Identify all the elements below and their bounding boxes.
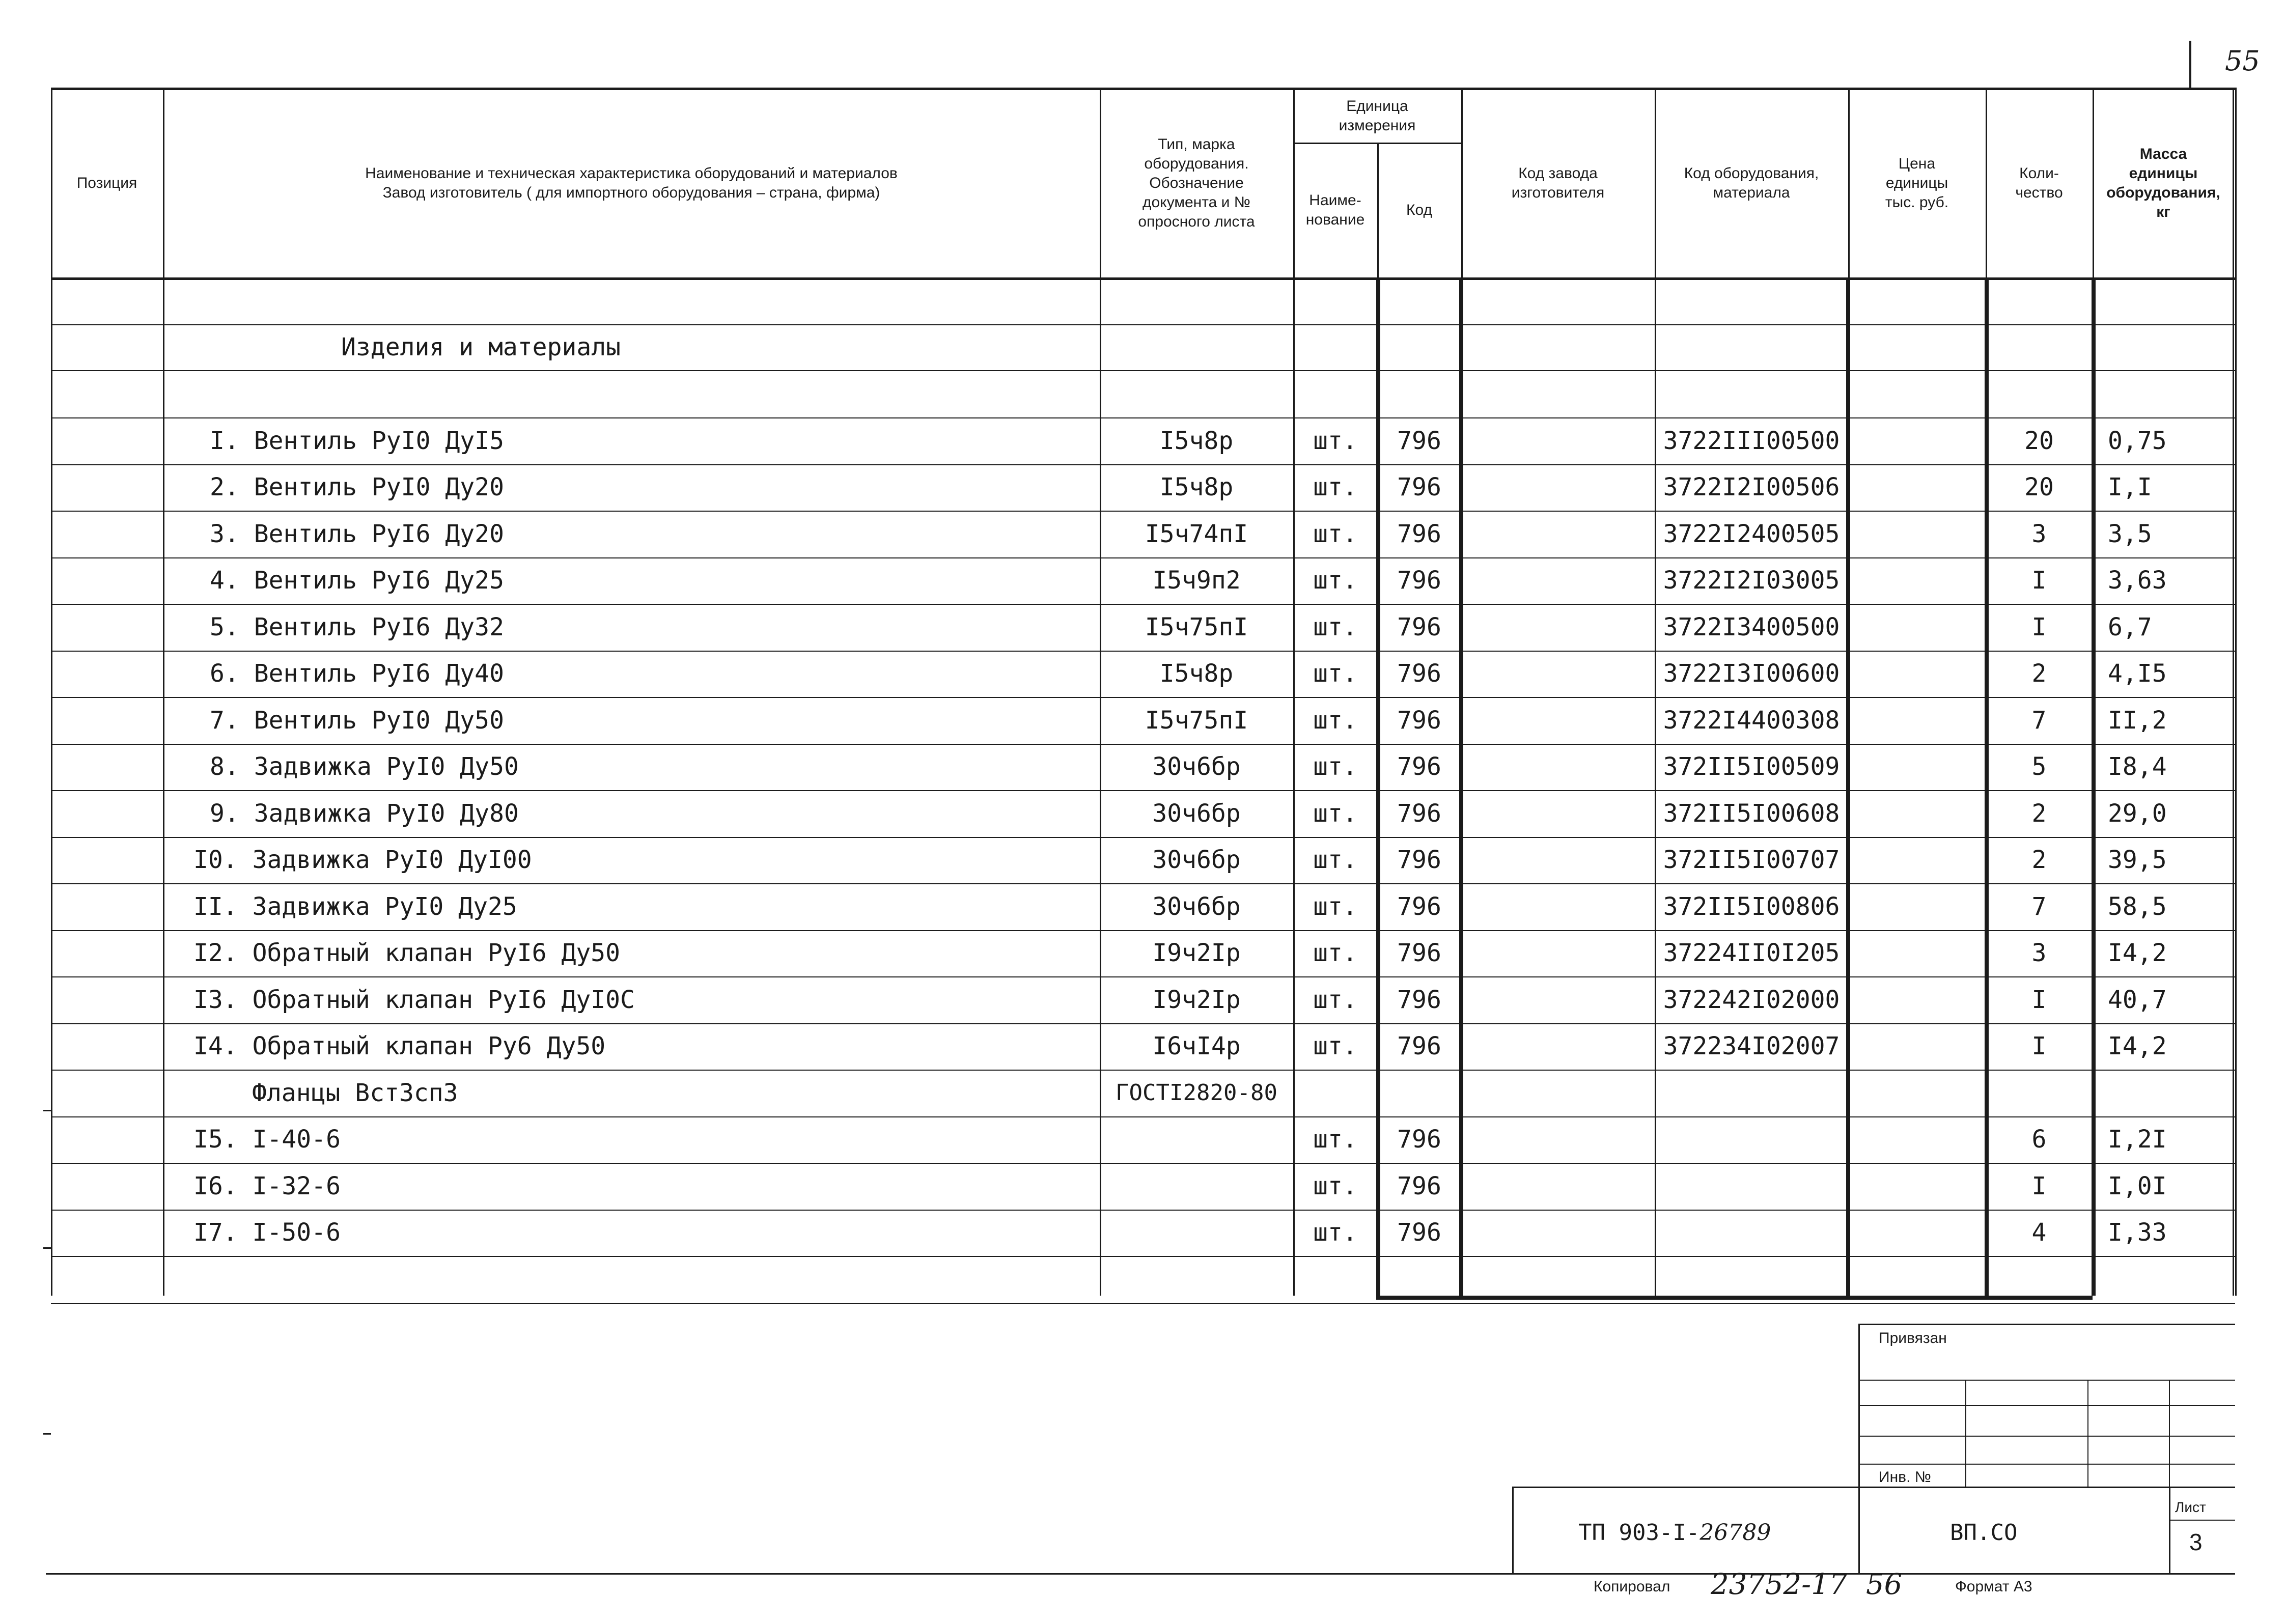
- grid-line: [2169, 1520, 2235, 1521]
- item-quantity: 3: [2031, 939, 2047, 968]
- item-unit: шт.: [1313, 659, 1357, 688]
- header-quantity: Коли- чество: [2015, 165, 2063, 201]
- item-unit: шт.: [1313, 519, 1357, 548]
- item-unit-code: 796: [1397, 846, 1441, 875]
- header-factory-code: Код завода изготовителя: [1511, 165, 1605, 201]
- item-type: I9ч2Iр: [1152, 939, 1241, 968]
- item-unit: шт.: [1313, 892, 1357, 921]
- grid-line: [2235, 88, 2237, 1296]
- header-type: Тип, марка оборудования. Обозначение документа и № опросного листа: [1138, 136, 1255, 230]
- grid-line: [1858, 1380, 2235, 1381]
- item-equipment-code: 3722III00500: [1663, 426, 1840, 455]
- item-unit-code: 796: [1397, 706, 1441, 735]
- item-name: 7. Вентиль РуI0 Ду50: [210, 706, 504, 735]
- page-number: 55: [2225, 45, 2260, 77]
- item-unit-code: 796: [1397, 519, 1441, 548]
- item-unit-code: 796: [1397, 1171, 1441, 1200]
- item-quantity: 2: [2031, 799, 2047, 828]
- grid-line: [1858, 1464, 2235, 1465]
- item-quantity: 3: [2031, 519, 2047, 548]
- sheet-number: 3: [2189, 1529, 2203, 1555]
- item-equipment-code: 372234I02007: [1663, 1032, 1840, 1061]
- item-equipment-code: 372242I02000: [1663, 985, 1840, 1014]
- grid-line: [2189, 41, 2191, 88]
- item-mass: 6,7: [2108, 612, 2152, 641]
- item-name: II. Задвижка РуI0 Ду25: [193, 892, 517, 921]
- item-quantity: [1986, 1070, 2093, 1116]
- sheet-label: Лист: [2175, 1499, 2206, 1515]
- item-equipment-code: 372II5I00806: [1663, 892, 1840, 921]
- item-mass: 0,75: [2108, 426, 2167, 455]
- item-quantity: I: [2031, 566, 2047, 595]
- item-unit: шт.: [1313, 1218, 1357, 1247]
- grid-line: [1858, 1436, 2235, 1437]
- item-mass: 29,0: [2108, 799, 2167, 828]
- item-quantity: 2: [2031, 659, 2047, 688]
- item-name: I5. I-40-6: [193, 1125, 341, 1154]
- grid-line: [1858, 1324, 2235, 1325]
- item-equipment-code: [1655, 1070, 1848, 1116]
- item-name: I6. I-32-6: [193, 1171, 341, 1200]
- item-mass: [2108, 1070, 2230, 1116]
- doc-code-handwritten: 26789: [1699, 1520, 1771, 1546]
- item-unit: шт.: [1313, 939, 1357, 968]
- item-unit-code: 796: [1397, 985, 1441, 1014]
- item-type: I5ч75пI: [1145, 706, 1248, 735]
- grid-line: [43, 1433, 51, 1435]
- item-mass: 58,5: [2108, 892, 2167, 921]
- item-mass: I,33: [2108, 1218, 2167, 1247]
- item-mass: 4,I5: [2108, 659, 2167, 688]
- item-type: I5ч8р: [1159, 473, 1234, 502]
- item-unit: [1293, 1070, 1377, 1116]
- item-equipment-code: [1655, 1116, 1848, 1163]
- grid-line: [51, 1303, 2235, 1304]
- item-unit-code: 796: [1397, 892, 1441, 921]
- item-type: I5ч75пI: [1145, 612, 1248, 641]
- item-equipment-code: [1655, 1210, 1848, 1256]
- item-quantity: 4: [2031, 1218, 2047, 1247]
- item-unit-code: 796: [1397, 612, 1441, 641]
- item-name: I2. Обратный клапан РуI6 Ду50: [193, 939, 621, 968]
- item-type: [1100, 1116, 1293, 1163]
- item-equipment-code: 3722I3400500: [1663, 612, 1840, 641]
- item-equipment-code: 37224II0I205: [1663, 939, 1840, 968]
- header-mass: Масса единицы оборудования, кг: [2106, 146, 2220, 220]
- item-equipment-code: 3722I2I00506: [1663, 473, 1840, 502]
- copied-label: Копировал: [1594, 1578, 1670, 1595]
- item-quantity: 2: [2031, 846, 2047, 875]
- grid-line: [1512, 1487, 1514, 1573]
- item-quantity: I: [2031, 1171, 2047, 1200]
- item-unit: шт.: [1313, 799, 1357, 828]
- item-unit: шт.: [1313, 1125, 1357, 1154]
- item-unit-code: 796: [1397, 939, 1441, 968]
- grid-line: [51, 370, 2235, 371]
- item-name: 4. Вентиль РуI6 Ду25: [210, 566, 504, 595]
- grid-line: [51, 277, 2235, 280]
- grid-line: [2169, 1380, 2170, 1487]
- item-mass: 3,5: [2108, 519, 2152, 548]
- item-type: I9ч2Iр: [1152, 985, 1241, 1014]
- item-name: 9. Задвижка РуI0 Ду80: [210, 799, 519, 828]
- item-mass: 3,63: [2108, 566, 2167, 595]
- item-unit: шт.: [1313, 752, 1357, 781]
- item-equipment-code: 3722I2I03005: [1663, 566, 1840, 595]
- grid-line: [1858, 1405, 2235, 1406]
- item-name: I0. Задвижка РуI0 ДуI00: [193, 846, 532, 875]
- item-unit: шт.: [1313, 612, 1357, 641]
- section-title: Изделия и материалы: [341, 333, 621, 361]
- grid-line: [43, 1247, 51, 1249]
- item-mass: 39,5: [2108, 846, 2167, 875]
- grid-line: [1376, 1296, 2093, 1300]
- header-unit-code: Код: [1406, 201, 1432, 218]
- item-quantity: 20: [2024, 473, 2054, 502]
- item-unit: шт.: [1313, 473, 1357, 502]
- item-type: 30ч6бр: [1152, 846, 1241, 875]
- item-quantity: 7: [2031, 706, 2047, 735]
- item-unit: шт.: [1313, 846, 1357, 875]
- item-quantity: 5: [2031, 752, 2047, 781]
- item-type: I5ч8р: [1159, 659, 1234, 688]
- grid-line: [1858, 1324, 1860, 1573]
- item-mass: I4,2: [2108, 939, 2167, 968]
- grid-line: [2169, 1487, 2170, 1573]
- grid-line: [1965, 1380, 1966, 1487]
- item-quantity: 20: [2024, 426, 2054, 455]
- item-unit-code: 796: [1397, 1032, 1441, 1061]
- item-type: I5ч8р: [1159, 426, 1234, 455]
- grid-line: [46, 1573, 2235, 1575]
- item-name: I4. Обратный клапан Ру6 Ду50: [193, 1032, 606, 1061]
- item-unit: шт.: [1313, 1032, 1357, 1061]
- item-unit-code: 796: [1397, 1125, 1441, 1154]
- item-unit-code: [1377, 1070, 1461, 1116]
- item-mass: II,2: [2108, 706, 2167, 735]
- copy-number: 23752-17: [1711, 1568, 1848, 1601]
- item-type: ГОСТI2820-80: [1116, 1080, 1277, 1106]
- doc-code: [1578, 1520, 1771, 1546]
- item-quantity: 6: [2031, 1125, 2047, 1154]
- item-type: 30ч6бр: [1152, 892, 1241, 921]
- bound-label: Привязан: [1879, 1330, 1947, 1347]
- copy-sheet: 56: [1866, 1568, 1903, 1601]
- item-type: I5ч9п2: [1152, 566, 1241, 595]
- item-equipment-code: [1655, 1163, 1848, 1210]
- item-mass: I4,2: [2108, 1032, 2167, 1061]
- grid-line: [1512, 1487, 2235, 1488]
- item-mass: I8,4: [2108, 752, 2167, 781]
- item-quantity: 7: [2031, 892, 2047, 921]
- item-equipment-code: 3722I2400505: [1663, 519, 1840, 548]
- doc-code-prefix: ТП 903-I-: [1578, 1520, 1700, 1546]
- item-name: 6. Вентиль РуI6 Ду40: [210, 659, 504, 688]
- item-unit-code: 796: [1397, 659, 1441, 688]
- item-mass: 40,7: [2108, 985, 2167, 1014]
- item-unit-code: 796: [1397, 799, 1441, 828]
- item-mass: I,I: [2108, 473, 2152, 502]
- item-unit-code: 796: [1397, 426, 1441, 455]
- item-name: I. Вентиль РуI0 ДуI5: [210, 426, 504, 455]
- grid-line: [43, 1110, 51, 1111]
- header-price: Цена единицы тыс. руб.: [1885, 155, 1949, 211]
- doc-mark: ВП.СО: [1950, 1520, 2018, 1546]
- item-mass: I,2I: [2108, 1125, 2167, 1154]
- header-position: Позиция: [76, 175, 137, 191]
- item-equipment-code: 3722I3I00600: [1663, 659, 1840, 688]
- item-unit-code: 796: [1397, 566, 1441, 595]
- item-name: Фланцы ВстЗсп3: [252, 1078, 458, 1107]
- item-name: 3. Вентиль РуI6 Ду20: [210, 519, 504, 548]
- item-name: I7. I-50-6: [193, 1218, 341, 1247]
- item-name: 8. Задвижка РуI0 Ду50: [210, 752, 519, 781]
- item-type: I5ч74пI: [1145, 519, 1248, 548]
- item-unit-code: 796: [1397, 473, 1441, 502]
- header-unit-group: Единица измерения: [1339, 97, 1416, 134]
- item-quantity: I: [2031, 985, 2047, 1014]
- item-type: [1100, 1163, 1293, 1210]
- item-unit: шт.: [1313, 566, 1357, 595]
- item-type: 30ч6бр: [1152, 752, 1241, 781]
- item-name: I3. Обратный клапан РуI6 ДуI0С: [193, 985, 635, 1014]
- item-unit-code: 796: [1397, 752, 1441, 781]
- item-type: [1100, 1210, 1293, 1256]
- item-quantity: I: [2031, 1032, 2047, 1061]
- grid-line: [51, 1256, 2235, 1257]
- item-name: 5. Вентиль РуI6 Ду32: [210, 612, 504, 641]
- item-unit: шт.: [1313, 706, 1357, 735]
- item-equipment-code: 372II5I00509: [1663, 752, 1840, 781]
- item-quantity: I: [2031, 612, 2047, 641]
- header-unit-name: Наиме- нование: [1305, 191, 1365, 228]
- item-unit: шт.: [1313, 426, 1357, 455]
- item-name: 2. Вентиль РуI0 Ду20: [210, 473, 504, 502]
- item-unit-code: 796: [1397, 1218, 1441, 1247]
- item-equipment-code: 3722I4400308: [1663, 706, 1840, 735]
- header-equipment-code: Код оборудования, материала: [1684, 165, 1819, 201]
- item-mass: I,0I: [2108, 1171, 2167, 1200]
- item-unit: шт.: [1313, 1171, 1357, 1200]
- header-name: Наименование и техническая характеристика оборудований и материалов Завод изготовитель ( для импортного оборудования – страна, фирма): [365, 165, 898, 201]
- item-equipment-code: 372II5I00608: [1663, 799, 1840, 828]
- inv-number-label: Инв. №: [1879, 1469, 1931, 1486]
- item-unit: шт.: [1313, 985, 1357, 1014]
- grid-line: [2087, 1380, 2088, 1487]
- item-equipment-code: 372II5I00707: [1663, 846, 1840, 875]
- format-label: Формат А3: [1955, 1578, 2032, 1595]
- item-type: I6чI4р: [1152, 1032, 1241, 1061]
- item-type: 30ч6бр: [1152, 799, 1241, 828]
